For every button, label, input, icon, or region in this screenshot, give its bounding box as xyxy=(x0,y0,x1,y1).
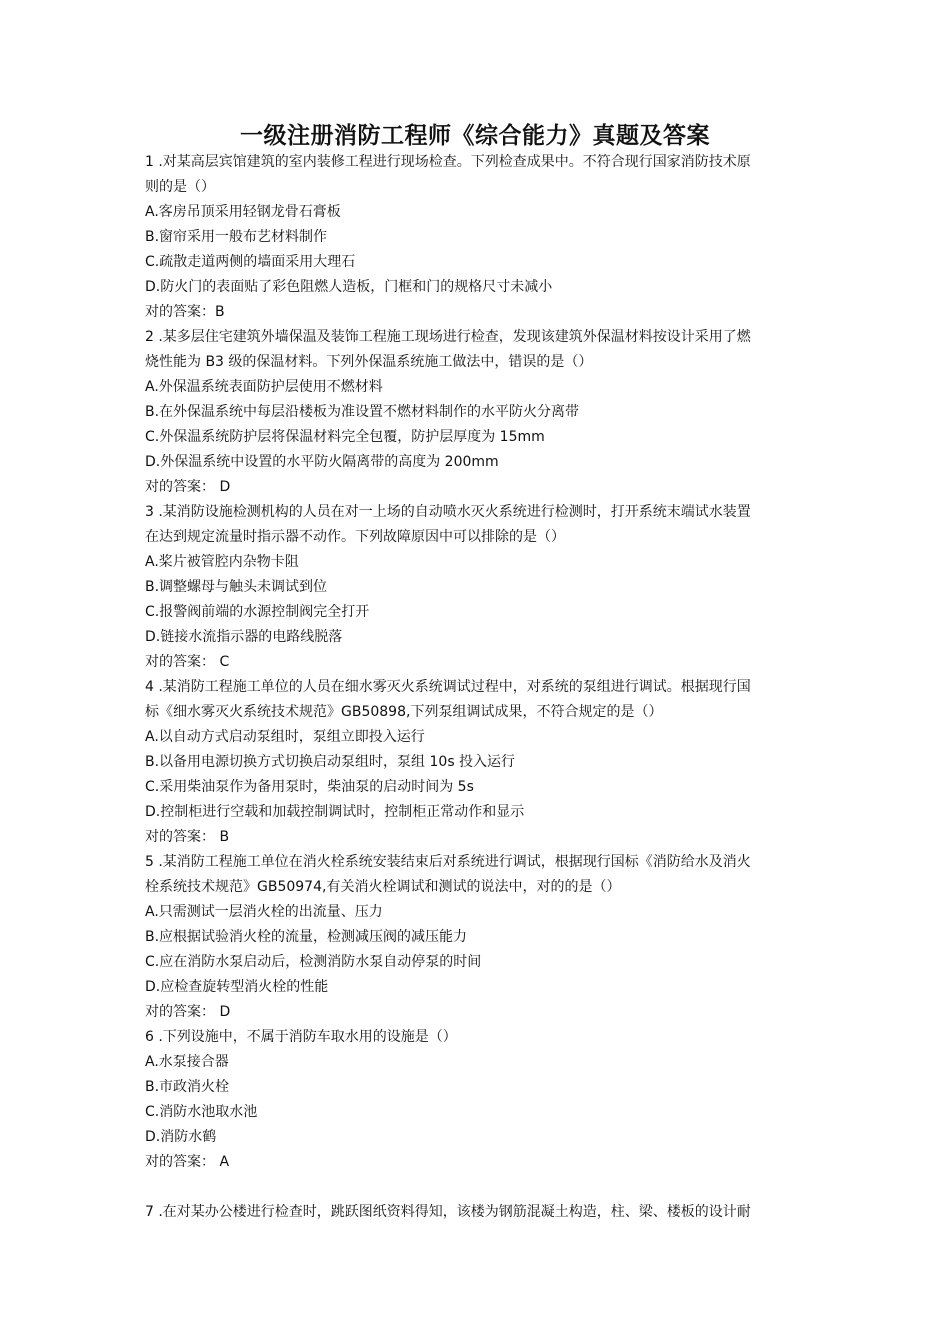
question-1 xyxy=(145,150,810,325)
option-b: B.在外保温系统中每层沿楼板为准设置不燃材料制作的水平防火分离带 xyxy=(145,404,580,420)
option-a: A.外保温系统表面防护层使用不燃材料 xyxy=(145,379,383,395)
option-b: B.市政消火栓 xyxy=(145,1079,230,1095)
option-c: C.消防水池取水池 xyxy=(145,1104,258,1120)
question-list xyxy=(145,150,810,1225)
question-5 xyxy=(145,850,810,1025)
question-stem: 2 .某多层住宅建筑外墙保温及装饰工程施工现场进行检查，发现该建筑外保温材料按设计采用了燃 xyxy=(145,329,751,345)
answer: 对的答案： D xyxy=(145,479,231,495)
option-c: C.报警阀前端的水源控制阀完全打开 xyxy=(145,604,370,620)
option-a: A.桨片被管腔内杂物卡阻 xyxy=(145,554,299,570)
option-c: C.采用柴油泵作为备用泵时，柴油泵的启动时间为 5s xyxy=(145,779,474,795)
answer: 对的答案：B xyxy=(145,304,225,320)
question-4 xyxy=(145,675,810,850)
option-d: D.应检查旋转型消火栓的性能 xyxy=(145,979,329,995)
option-c: C.外保温系统防护层将保温材料完全包覆，防护层厚度为 15mm xyxy=(145,429,545,445)
question-2 xyxy=(145,325,810,500)
question-stem: 栓系统技术规范》GB50974,有关消火栓调试和测试的说法中，对的的是（） xyxy=(145,879,621,895)
option-c: C.应在消防水泵启动后，检测消防水泵自动停泵的时间 xyxy=(145,954,482,970)
question-3 xyxy=(145,500,810,675)
question-stem: 则的是（） xyxy=(145,179,215,195)
question-stem: 5 .某消防工程施工单位在消火栓系统安装结束后对系统进行调试，根据现行国标《消防给水及消火 xyxy=(145,854,751,870)
question-stem: 标《细水雾灭火系统技术规范》GB50898,下列泵组调试成果，不符合规定的是（） xyxy=(145,704,663,720)
option-b: B.以备用电源切换方式切换启动泵组时，泵组 10s 投入运行 xyxy=(145,754,516,770)
option-a: A.水泵接合器 xyxy=(145,1054,229,1070)
question-6 xyxy=(145,1025,810,1175)
option-d: D.链接水流指示器的电路线脱落 xyxy=(145,629,343,645)
option-a: A.客房吊顶采用轻钢龙骨石膏板 xyxy=(145,204,341,220)
question-stem: 烧性能为 B3 级的保温材料。下列外保温系统施工做法中，错误的是（） xyxy=(145,354,593,370)
spacer xyxy=(145,1175,810,1200)
option-b: B.窗帘采用一般布艺材料制作 xyxy=(145,229,328,245)
question-stem: 6 .下列设施中，不属于消防车取水用的设施是（） xyxy=(145,1029,457,1045)
question-stem: 3 .某消防设施检测机构的人员在对一上场的自动喷水灭火系统进行检测时，打开系统末端试水装置 xyxy=(145,504,751,520)
question-stem: 在达到规定流量时指示器不动作。下列故障原因中可以排除的是（） xyxy=(145,529,565,545)
option-d: D.控制柜进行空载和加载控制调试时，控制柜正常动作和显示 xyxy=(145,804,525,820)
option-d: D.防火门的表面贴了彩色阻燃人造板，门框和门的规格尺寸未减小 xyxy=(145,279,553,295)
question-stem: 7 .在对某办公楼进行检查时，跳跃图纸资料得知，该楼为钢筋混凝土构造，柱、梁、楼板的设计耐 xyxy=(145,1204,751,1220)
option-b: B.调整螺母与触头未调试到位 xyxy=(145,579,328,595)
answer: 对的答案： A xyxy=(145,1154,230,1170)
option-d: D.消防水鹤 xyxy=(145,1129,217,1145)
option-c: C.疏散走道两侧的墙面采用大理石 xyxy=(145,254,356,270)
answer: 对的答案： D xyxy=(145,1004,231,1020)
answer: 对的答案： C xyxy=(145,654,230,670)
document-title: 一级注册消防工程师《综合能力》真题及答案 xyxy=(240,123,710,149)
question-stem: 4 .某消防工程施工单位的人员在细水雾灭火系统调试过程中，对系统的泵组进行调试。根据现行国 xyxy=(145,679,751,695)
question-stem: 1 .对某高层宾馆建筑的室内装修工程进行现场检查。下列检查成果中。不符合现行国家消防技术原 xyxy=(145,154,751,170)
option-a: A.只需测试一层消火栓的出流量、压力 xyxy=(145,904,383,920)
option-a: A.以自动方式启动泵组时，泵组立即投入运行 xyxy=(145,729,425,745)
option-d: D.外保温系统中设置的水平防火隔离带的高度为 200mm xyxy=(145,454,499,470)
option-b: B.应根据试验消火栓的流量，检测减压阀的减压能力 xyxy=(145,929,468,945)
question-7 xyxy=(145,1200,810,1225)
answer: 对的答案： B xyxy=(145,829,230,845)
